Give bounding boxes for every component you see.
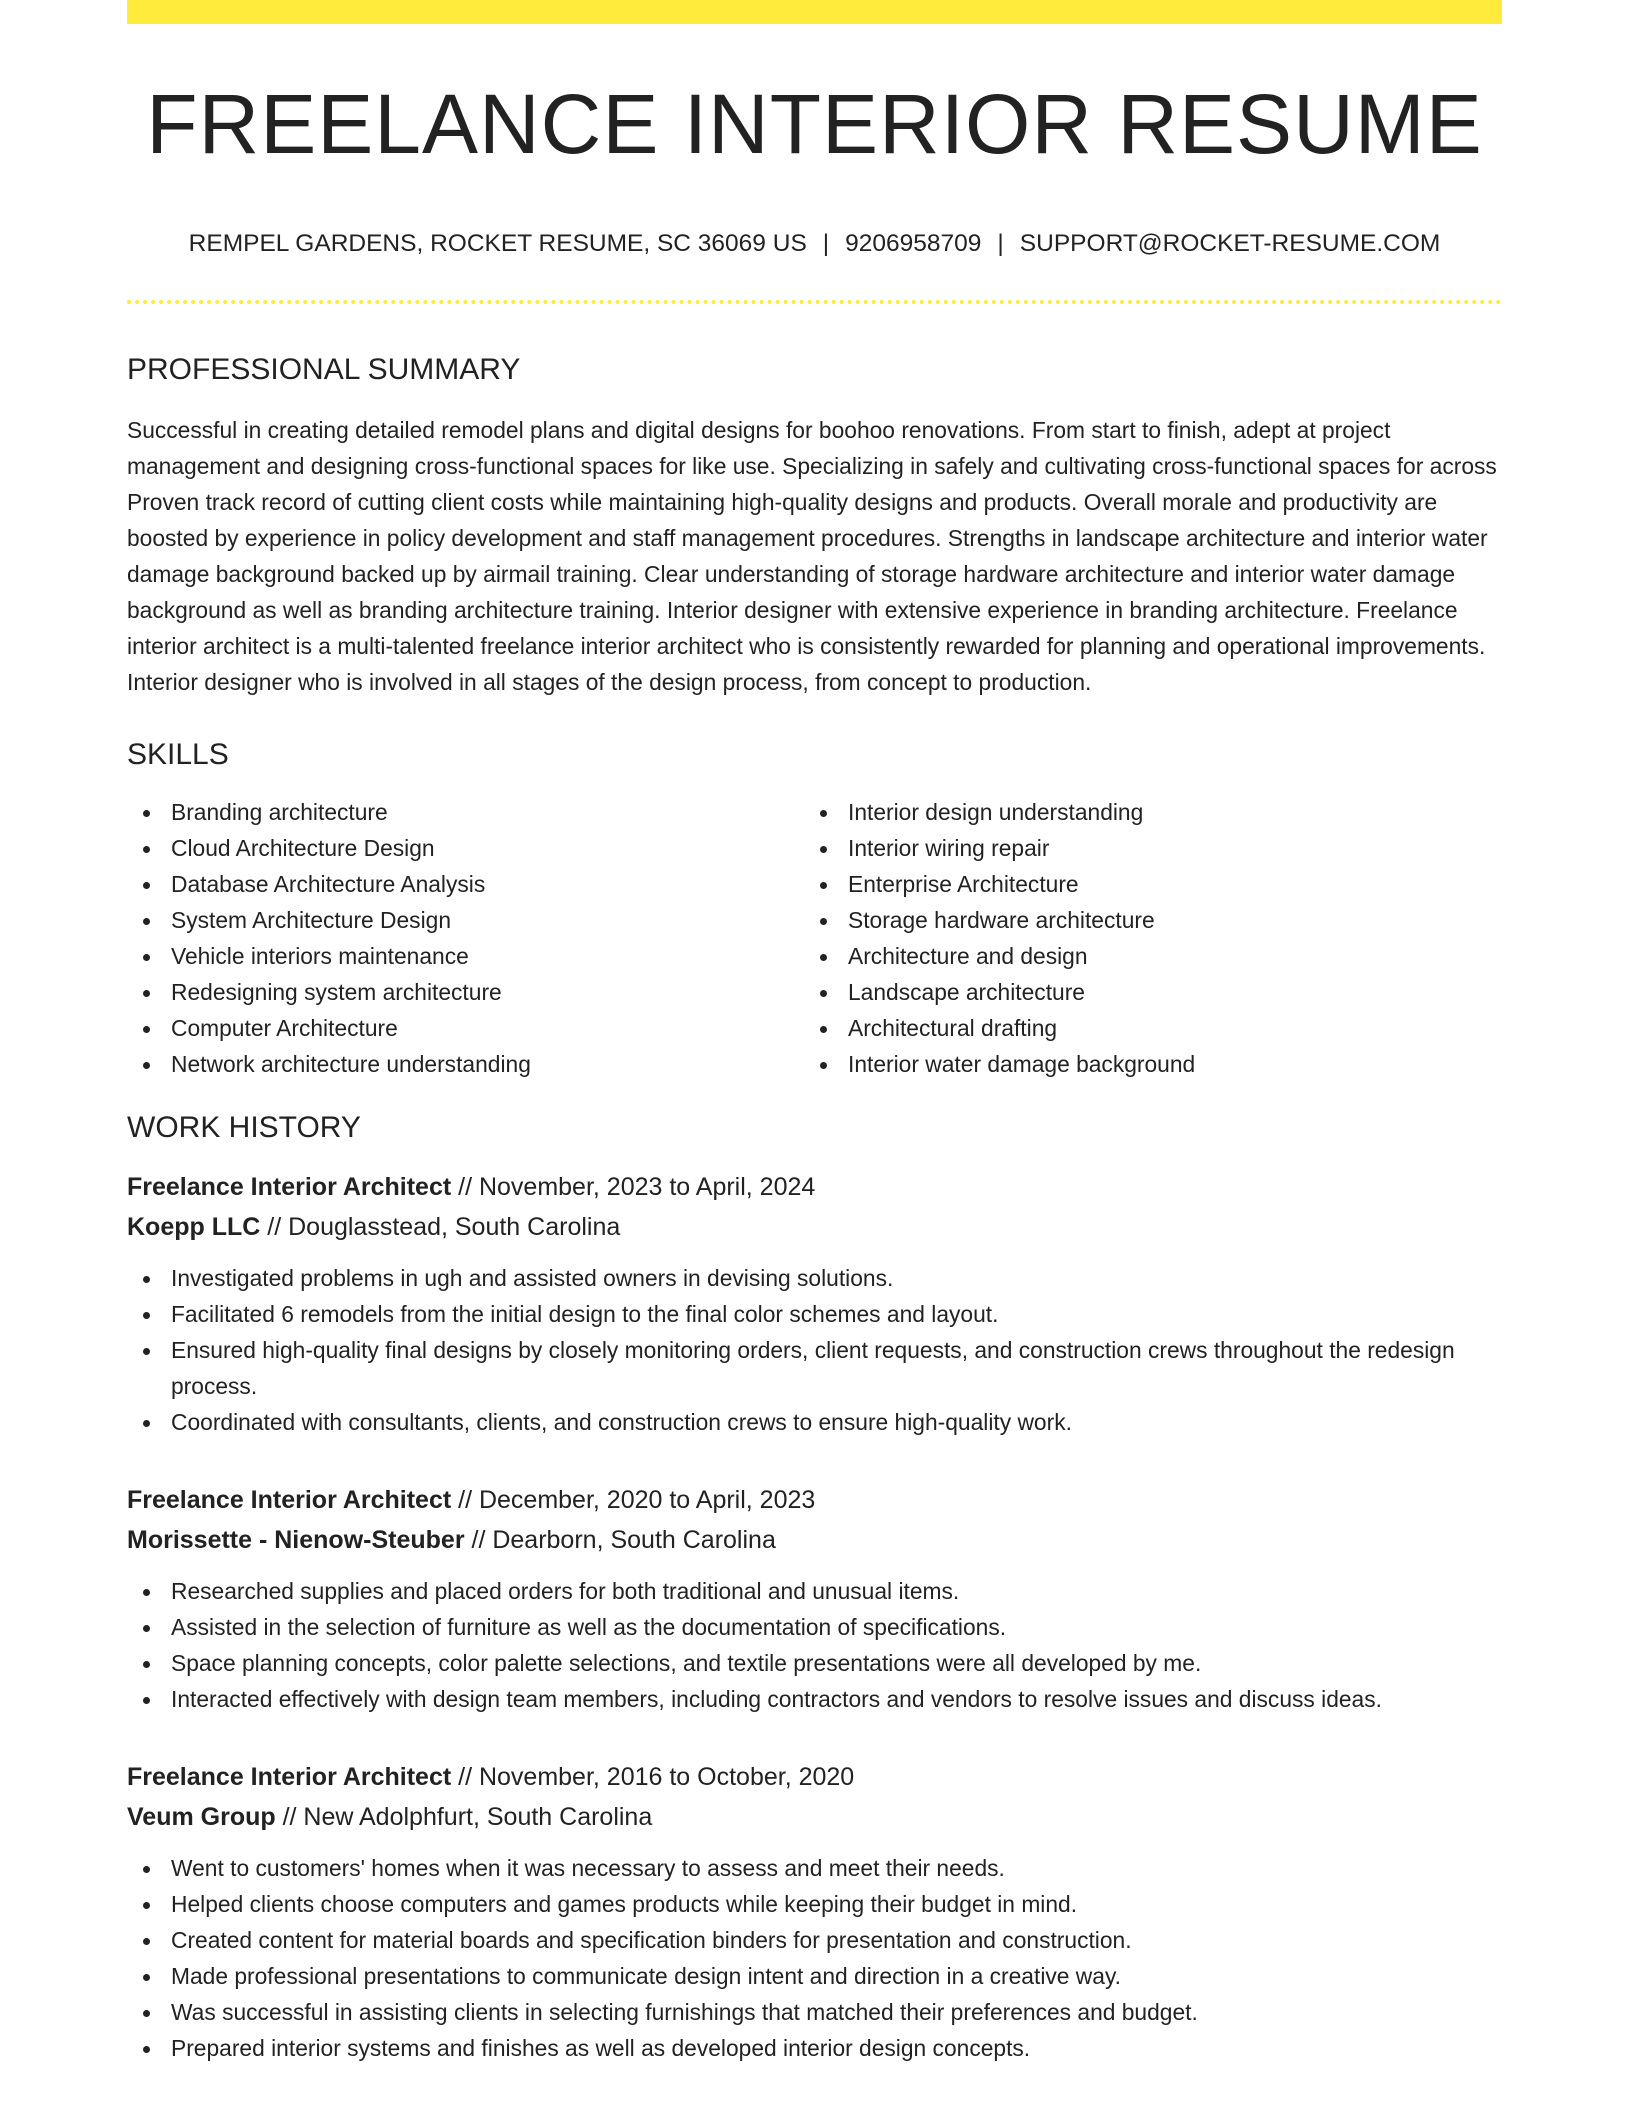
job-bullet: Helped clients choose computers and games products while keeping their budget in mind. bbox=[127, 1886, 1502, 1922]
job-location: // Douglasstead, South Carolina bbox=[260, 1212, 621, 1241]
resume-title: FREELANCE INTERIOR RESUME bbox=[146, 77, 1483, 171]
skill-item: Interior wiring repair bbox=[804, 830, 1481, 866]
job-bullet: Assisted in the selection of furniture as well as the documentation of specifications. bbox=[127, 1609, 1502, 1645]
skill-item: Landscape architecture bbox=[804, 974, 1481, 1010]
job-entry bbox=[127, 1480, 1502, 1717]
job-bullet: Went to customers' homes when it was necessary to assess and meet their needs. bbox=[127, 1850, 1502, 1886]
job-dates: // November, 2016 to October, 2020 bbox=[451, 1762, 855, 1791]
skill-item: System Architecture Design bbox=[127, 902, 804, 938]
skills-list-right bbox=[804, 794, 1481, 1082]
skill-item: Vehicle interiors maintenance bbox=[127, 938, 804, 974]
summary-heading: PROFESSIONAL SUMMARY bbox=[127, 352, 521, 386]
job-bullet: Researched supplies and placed orders for both traditional and unusual items. bbox=[127, 1573, 1502, 1609]
skills-columns bbox=[127, 794, 1502, 1082]
skill-item: Network architecture understanding bbox=[127, 1046, 804, 1082]
skill-item: Redesigning system architecture bbox=[127, 974, 804, 1010]
resume-page bbox=[127, 0, 1502, 2066]
job-bullets bbox=[127, 1850, 1502, 2066]
job-location: // New Adolphfurt, South Carolina bbox=[275, 1802, 653, 1831]
contact-line bbox=[127, 232, 1502, 257]
job-title: Freelance Interior Architect bbox=[127, 1172, 452, 1201]
skill-item: Interior design understanding bbox=[804, 794, 1481, 830]
job-bullet: Facilitated 6 remodels from the initial design to the final color schemes and layout. bbox=[127, 1296, 1502, 1332]
skill-item: Architectural drafting bbox=[804, 1010, 1481, 1046]
contact-separator: | bbox=[997, 230, 1004, 257]
dotted-divider bbox=[127, 300, 1502, 304]
skills-list-left bbox=[127, 794, 804, 1082]
skill-item: Interior water damage background bbox=[804, 1046, 1481, 1082]
contact-email: SUPPORT@ROCKET-RESUME.COM bbox=[1019, 230, 1441, 257]
job-title-line bbox=[127, 1480, 1502, 1520]
job-entry bbox=[127, 1757, 1502, 2066]
job-bullet: Was successful in assisting clients in selecting furnishings that matched their preferences and budget. bbox=[127, 1994, 1502, 2030]
job-bullet: Space planning concepts, color palette selections, and textile presentations were all developed by me. bbox=[127, 1645, 1502, 1681]
skill-item: Enterprise Architecture bbox=[804, 866, 1481, 902]
job-entry bbox=[127, 1167, 1502, 1440]
job-company-line bbox=[127, 1797, 1502, 1837]
job-title-line bbox=[127, 1167, 1502, 1207]
job-bullet: Prepared interior systems and finishes as well as developed interior design concepts. bbox=[127, 2030, 1502, 2066]
job-bullet: Created content for material boards and specification binders for presentation and construction. bbox=[127, 1922, 1502, 1958]
summary-text: Successful in creating detailed remodel plans and digital designs for boohoo renovations. From start to finish, adept at project management and designing cross-functional spaces for like use. Specializing in safely and cultivating cross-functional spaces for across Proven track record of cutting client costs while maintaining high-quality designs and products. Overall morale and productivity are boosted by experience in policy development and staff management procedures. Strengths in landscape architecture and interior water damage background backed up by airmail training. Clear understanding of storage hardware architecture and interior water damage background as well as branding architecture training. Interior designer with extensive experience in branding architecture. Freelance interior architect is a multi-talented freelance interior architect who is consistently rewarded for planning and operational improvements. Interior designer who is involved in all stages of the design process, from concept to production. bbox=[127, 416, 1497, 695]
job-bullet: Coordinated with consultants, clients, and construction crews to ensure high-quality work. bbox=[127, 1404, 1502, 1440]
job-title-line bbox=[127, 1757, 1502, 1797]
contact-phone: 9206958709 bbox=[845, 230, 982, 257]
job-dates: // November, 2023 to April, 2024 bbox=[451, 1172, 816, 1201]
job-bullet: Investigated problems in ugh and assisted owners in devising solutions. bbox=[127, 1260, 1502, 1296]
job-bullet: Interacted effectively with design team members, including contractors and vendors to resolve issues and discuss ideas. bbox=[127, 1681, 1502, 1717]
skill-item: Computer Architecture bbox=[127, 1010, 804, 1046]
job-company: Morissette - Nienow-Steuber bbox=[127, 1525, 465, 1554]
work-history-heading: WORK HISTORY bbox=[127, 1110, 361, 1144]
job-bullet: Made professional presentations to communicate design intent and direction in a creative way. bbox=[127, 1958, 1502, 1994]
skill-item: Cloud Architecture Design bbox=[127, 830, 804, 866]
job-title: Freelance Interior Architect bbox=[127, 1762, 452, 1791]
job-bullets bbox=[127, 1260, 1502, 1440]
skill-item: Architecture and design bbox=[804, 938, 1481, 974]
top-accent-bar bbox=[127, 0, 1502, 24]
job-company-line bbox=[127, 1207, 1502, 1247]
skill-item: Branding architecture bbox=[127, 794, 804, 830]
contact-address: REMPEL GARDENS, ROCKET RESUME, SC 36069 US bbox=[188, 230, 807, 257]
job-bullet: Ensured high-quality final designs by closely monitoring orders, client requests, and construction crews throughout the redesign process. bbox=[127, 1332, 1502, 1404]
job-company: Veum Group bbox=[127, 1802, 276, 1831]
skill-item: Database Architecture Analysis bbox=[127, 866, 804, 902]
skill-item: Storage hardware architecture bbox=[804, 902, 1481, 938]
job-title: Freelance Interior Architect bbox=[127, 1485, 452, 1514]
job-bullets bbox=[127, 1573, 1502, 1717]
job-company: Koepp LLC bbox=[127, 1212, 261, 1241]
contact-separator: | bbox=[822, 230, 830, 257]
job-location: // Dearborn, South Carolina bbox=[464, 1525, 776, 1554]
job-company-line bbox=[127, 1520, 1502, 1560]
skills-heading: SKILLS bbox=[127, 737, 229, 771]
job-dates: // December, 2020 to April, 2023 bbox=[451, 1485, 816, 1514]
